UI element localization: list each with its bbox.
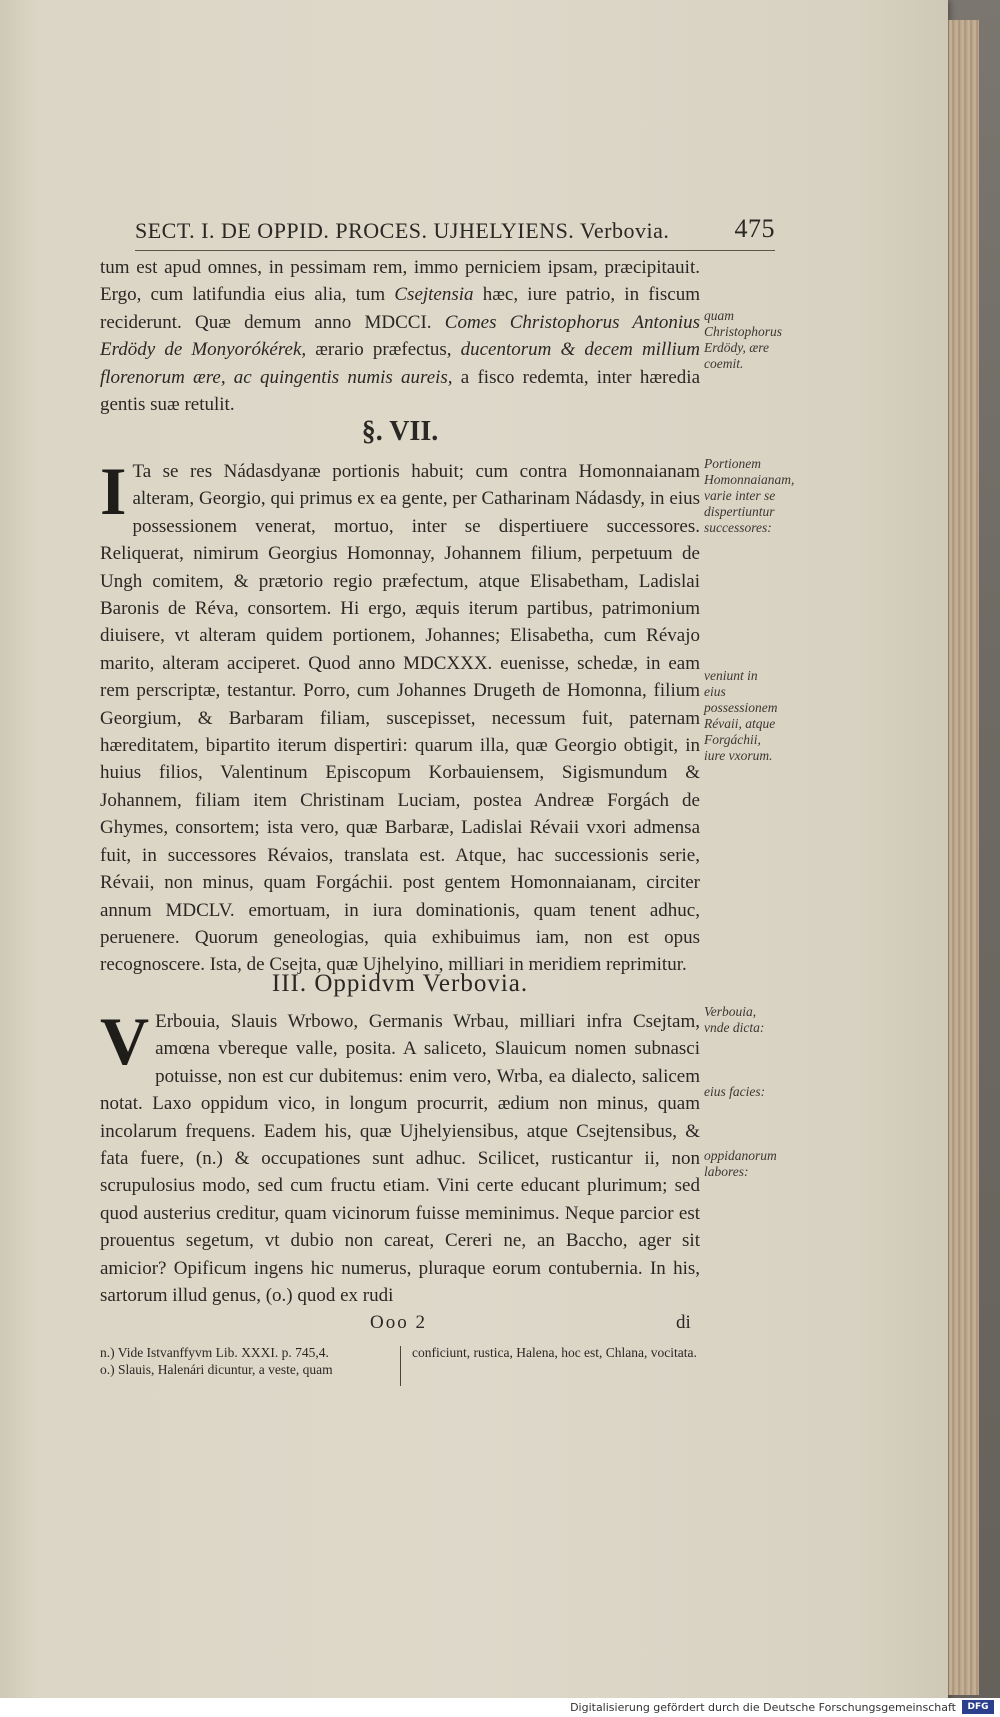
para1-text-3: ærario præfectus, [306,339,461,361]
para1-text-1: tum est apud omnes, in pessimam rem, immo perniciem ipsam, præcipitauit. Ergo, cum latifundia eius alia, tum [100,257,700,306]
section-heading-vii: §. VII. [361,416,439,447]
para1-text-2: hæc, iure patrio, in fiscum reciderunt. Quæ demum anno MDCCI. [100,284,700,333]
para1-text-4: a fisco redemta, inter hæredia gentis suæ retulit. [100,366,700,416]
margin-note-veniunt: veniunt in eius possessionem Révaii, atque Forgáchii, iure vxorum. [704,668,778,763]
footnote-n: n.) Vide Istvanffyvm Lib. XXXI. p. 745,4. [100,1345,329,1360]
footnotes-left-column [100,1344,396,1378]
margin-note-verbouia: Verbouia, vnde dicta: [704,1004,765,1035]
margin-note-facies: eius facies: [704,1084,766,1099]
para1-italic-3: ducentorum & decem millium florenorum ære, ac quingentis numis aureis, [100,339,700,388]
dropcap-v: V [100,1003,150,1079]
page-edge [948,20,979,1695]
margin-note-erdody: quam Christophorus Erdödy, ære coemit. [704,308,783,371]
section-vii-body [100,453,700,979]
digitization-footer [0,1698,1000,1717]
section-verbovia-text: Erbouia, Slauis Wrbowo, Germanis Wrbau, milliari infra Csejtam, amœna vbereque valle, posita. A saliceto, Slauicum nomen subnasci potuisse, non est cur dubitemus: enim vero, Wrba, ea dialecto, salicem notat. Laxo oppidum vico, in longum procurrit, ædium non minus, quam incolarum frequens. Eadem his, quæ Ujhelyiensibus, atque Csejtensibus, & fata fuere, (n.) & occupationes sunt adhuc. Scilicet, rusticantur ii, non scrupulosius modo, sed cum fructu etiam. Vini certe educant plurimum; sed quod austerius creditur, quam vicinorum fuisse meminimus. Neque parcior est prouentus segetum, vt dubio non careat, Cereri ne, an Baccho, ager sit amicior? Opificum ingens hic numerus, pluraque eorum contubernia. In his, sartorum illud genus, (o.) quod ex rudi [100,1011,700,1307]
catchword: di [676,1312,691,1333]
para1-italic-1: Csejtensia [394,284,474,306]
signature-mark: Ooo 2 [370,1312,427,1333]
para1-italic-2: Comes Christophorus Antonius Erdödy de Monyorókérek, [100,311,700,361]
section-vii-text: Ta se res Nádasdyanæ portionis habuit; cum contra Homonnaianam alteram, Georgio, qui primus ex ea gente, per Catharinam Nádasdy, in eius possessionem venerat, mortuo, inter se dispertiuere successores. Reliquerat, nimirum Georgius Homonnay, Johannem filium, perpetuum de Ungh comitem, & prætorio regio præfectum, atque Elisabetham, Ladislai Baronis de Réva, consortem. Hi ergo, æquis iterum partibus, patrimonium diuisere, vt alteram quidem portionem, Johannes; Elisabetha, cum Révajo marito, alteram acciperet. Quod anno MDCXXX. euenisse, schedæ, in eam rem perscriptæ, testantur. Porro, cum Johannes Drugeth de Homonna, filium Georgium, & Barbaram filiam, suscepisset, necessum fuit, paternam hæreditatem, bipartito iterum dispertiri: quarum illa, quæ Georgio obtigit, in huius filios, Valentinum Episcopum Korbauiensem, Sigismundum & Johannem, filiam item Christinam Luciam, postea Andreæ Forgách de Ghymes, consortem; ista vero, quæ Barbaræ, Ladislai Révaii vxori admensa fuit, in successores Révaios, translata est. Atque, hac successionis serie, Révaii, non minus, quam Forgáchii. post gentem Homonnaianam, circiter annum MDCLV. emortuam, in iura dominationis, quam tenent adhuc, peruenere. Quorum geneologias, quia exhibuimus iam, non est opus recognoscere. Ista, de Csejta, quæ Ujhelyino, milliari in meridiem reprimitur. [100,461,700,976]
margin-note-labores: oppidanorum labores: [704,1148,777,1179]
footnotes [100,1344,700,1396]
footnote-divider [400,1346,401,1386]
subheading-oppidum-verbovia: III. Oppidvm Verbovia. [271,970,529,997]
page-number: 475 [734,214,775,243]
digitization-credit: Digitalisierung gefördert durch die Deutsche Forschungsgemeinschaft [570,1701,956,1714]
footnote-o-continued: conficiunt, rustica, Halena, hoc est, Chlana, vocitata. [412,1345,697,1360]
section-verbovia-body [100,1003,700,1309]
dfg-logo: DFG [962,1700,994,1714]
running-head-text: SECT. I. DE OPPID. PROCES. UJHELYIENS. Verbovia. [135,218,670,243]
footnote-o: o.) Slauis, Halenári dicuntur, a veste, quam [100,1362,333,1377]
margin-note-portionem: Portionem Homonnaianam, varie inter se dispertiuntur successores: [704,456,795,535]
running-head [135,214,775,251]
paragraph-continuation [100,254,700,418]
dropcap-i: I [100,453,127,529]
